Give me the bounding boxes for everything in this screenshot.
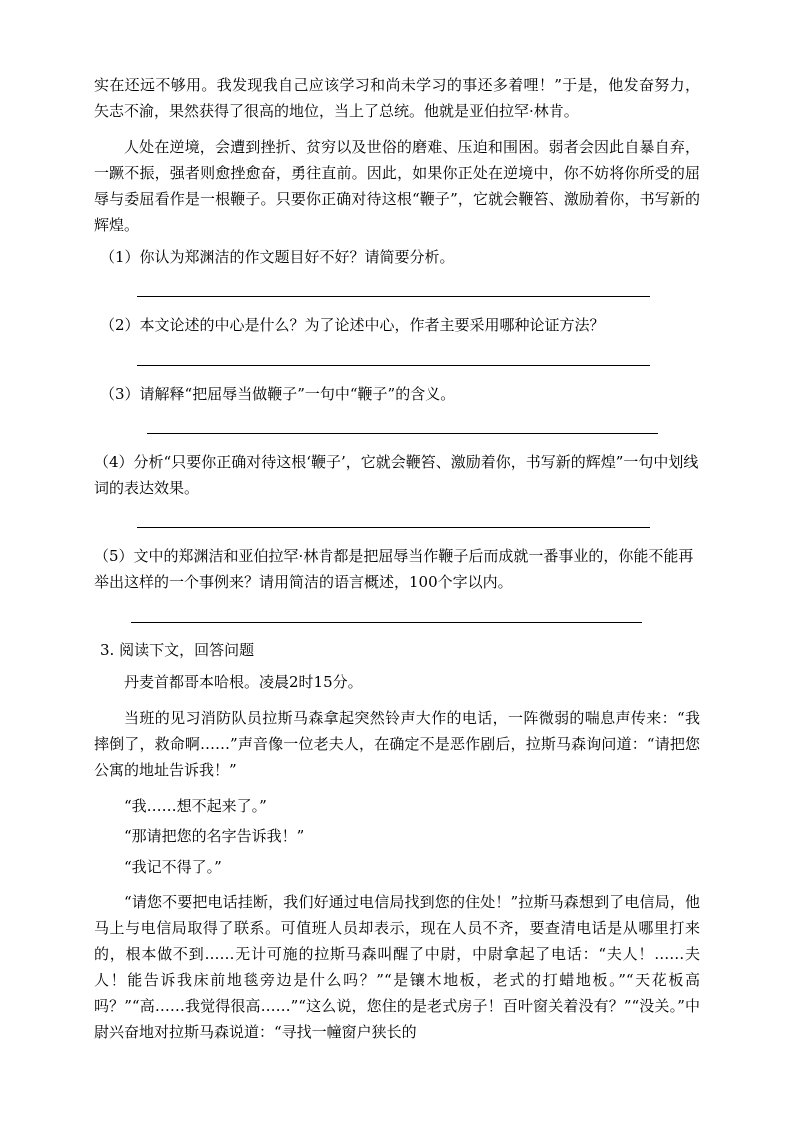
story-paragraph-1: 丹麦首都哥本哈根。凌晨2时15分。 [124, 673, 363, 691]
section-3-heading: 3. 阅读下文，回答问题 [100, 641, 255, 659]
answer-line-1[interactable] [137, 296, 650, 297]
essay-paragraph-1: 实在还远不够用。我发现我自己应该学习和尚未学习的事还多着哩！”于是，他发奋努力，矢志不渝，果然获得了很高的地位，当上了总统。他就是亚伯拉罕·林肯。 [94, 76, 700, 120]
answer-line-5[interactable] [131, 622, 642, 623]
story-paragraph-2: 当班的见习消防队员拉斯马森拿起突然铃声大作的电话，一阵微弱的喘息声传来：“我摔倒了，救命啊……”声音像一位老夫人，在确定不是恶作剧后，拉斯马森询问道：“请把您公寓的地址告诉我！” [94, 709, 700, 779]
question-2: （2）本文论述的中心是什么？为了论述中心，作者主要采用哪种论证方法？ [100, 316, 605, 334]
story-paragraph-4: “那请把您的名字告诉我！” [124, 827, 305, 845]
story-paragraph-3: “我……想不起来了。” [124, 797, 267, 815]
essay-paragraph-2: 人处在逆境，会遭到挫折、贫穷以及世俗的磨难、压迫和围困。弱者会因此自暴自弃，一蹶不振，强者则愈挫愈奋，勇往直前。因此，如果你正处在逆境中，你不妨将你所受的屈辱与委屈看作是一根鞭子。只要你正确对待这根“鞭子”，它就会鞭笞、激励着你，书写新的辉煌。 [94, 138, 700, 234]
question-5: （5）文中的郑渊洁和亚伯拉罕·林肯都是把屈辱当作鞭子后而成就一番事业的，你能不能再举出这样的一个事例来？请用简洁的语言概述，100个字以内。 [94, 547, 694, 591]
answer-line-4[interactable] [137, 527, 650, 528]
story-paragraph-5: “我记不得了。” [124, 858, 222, 876]
question-4: （4）分析“只要你正确对待这根‘鞭子’，它就会鞭笞、激励着你，书写新的辉煌”一句中划线词的表达效果。 [94, 453, 699, 497]
answer-line-3[interactable] [147, 433, 658, 434]
answer-line-2[interactable] [137, 365, 650, 366]
story-paragraph-6: “请您不要把电话挂断，我们好通过电信局找到您的住处！”拉斯马森想到了电信局，他马上与电信局取得了联系。可值班人员却表示，现在人员不齐，要查清电话是从哪里打来的，根本做不到……无计可施的拉斯马森叫醒了中尉，中尉拿起了电话：“夫人！……夫人！能告诉我床前地毯旁边是什么吗？”“是镶木地板，老式的打蜡地板。”“天花板高吗？”“高……我觉得很高……”“这么说，您住的是老式房子！百叶窗关着没有？”“没关。”中尉兴奋地对拉斯马森说道：“寻找一幢窗户狭长的 [94, 893, 700, 1041]
question-3: （3）请解释“把屈辱当做鞭子”一句中“鞭子”的含义。 [100, 385, 456, 403]
question-1: （1）你认为郑渊洁的作文题目好不好？请简要分析。 [100, 248, 455, 266]
